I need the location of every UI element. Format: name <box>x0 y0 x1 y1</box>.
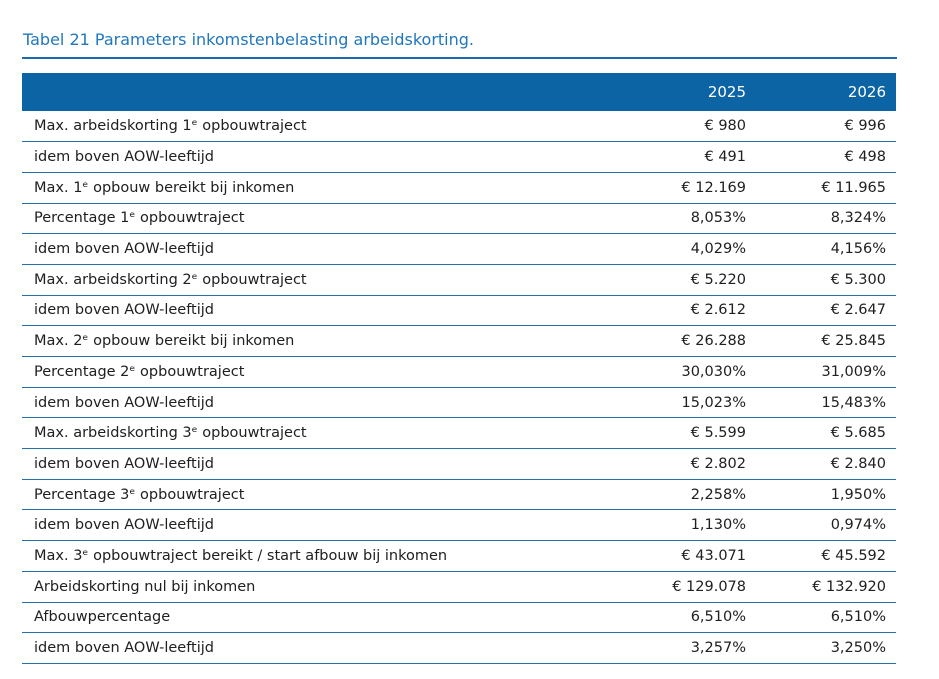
table-header-row <box>22 73 896 111</box>
value-2025: € 2.612 <box>598 295 748 326</box>
row-label: Max. arbeidskorting 1ᵉ opbouwtraject <box>22 111 598 142</box>
row-label: Max. arbeidskorting 3ᵉ opbouwtraject <box>22 418 598 449</box>
row-label: Percentage 1ᵉ opbouwtraject <box>22 203 598 234</box>
value-2025: € 5.599 <box>598 418 748 449</box>
table-row <box>22 449 896 480</box>
header-cell-2026: 2026 <box>748 73 896 111</box>
table-row <box>22 172 896 203</box>
value-2025: 2,258% <box>598 479 748 510</box>
value-2026: € 11.965 <box>748 172 896 203</box>
value-2026: 15,483% <box>748 387 896 418</box>
table-row <box>22 264 896 295</box>
value-2026: € 132.920 <box>748 571 896 602</box>
value-2025: € 43.071 <box>598 541 748 572</box>
header-cell-2025: 2025 <box>598 73 748 111</box>
row-label: Max. arbeidskorting 2ᵉ opbouwtraject <box>22 264 598 295</box>
row-label: Max. 1ᵉ opbouw bereikt bij inkomen <box>22 172 598 203</box>
table-row <box>22 571 896 602</box>
value-2026: 6,510% <box>748 602 896 633</box>
row-label: idem boven AOW-leeftijd <box>22 234 598 265</box>
value-2026: 1,950% <box>748 479 896 510</box>
value-2026: 0,974% <box>748 510 896 541</box>
value-2026: € 2.647 <box>748 295 896 326</box>
value-2026: € 5.685 <box>748 418 896 449</box>
row-label: Percentage 2ᵉ opbouwtraject <box>22 357 598 388</box>
value-2026: € 5.300 <box>748 264 896 295</box>
value-2025: € 2.802 <box>598 449 748 480</box>
table-row <box>22 295 896 326</box>
table-row <box>22 203 896 234</box>
value-2026: € 2.840 <box>748 449 896 480</box>
value-2025: € 26.288 <box>598 326 748 357</box>
row-label: idem boven AOW-leeftijd <box>22 387 598 418</box>
value-2026: € 45.592 <box>748 541 896 572</box>
row-label: Arbeidskorting nul bij inkomen <box>22 571 598 602</box>
table-row <box>22 633 896 664</box>
value-2026: 3,250% <box>748 633 896 664</box>
value-2026: € 498 <box>748 142 896 173</box>
table-row <box>22 142 896 173</box>
value-2025: € 980 <box>598 111 748 142</box>
value-2025: 15,023% <box>598 387 748 418</box>
row-label: idem boven AOW-leeftijd <box>22 295 598 326</box>
value-2026: 31,009% <box>748 357 896 388</box>
row-label: idem boven AOW-leeftijd <box>22 633 598 664</box>
value-2025: € 491 <box>598 142 748 173</box>
value-2026: 4,156% <box>748 234 896 265</box>
value-2026: 8,324% <box>748 203 896 234</box>
value-2026: € 25.845 <box>748 326 896 357</box>
value-2025: 4,029% <box>598 234 748 265</box>
row-label: idem boven AOW-leeftijd <box>22 510 598 541</box>
table-row <box>22 479 896 510</box>
value-2025: € 5.220 <box>598 264 748 295</box>
table-row <box>22 234 896 265</box>
table-row <box>22 111 896 142</box>
parameters-table <box>22 73 896 664</box>
table-row <box>22 510 896 541</box>
value-2025: € 12.169 <box>598 172 748 203</box>
row-label: Percentage 3ᵉ opbouwtraject <box>22 479 598 510</box>
row-label: idem boven AOW-leeftijd <box>22 142 598 173</box>
table-row <box>22 541 896 572</box>
table-row <box>22 602 896 633</box>
value-2026: € 996 <box>748 111 896 142</box>
table-row <box>22 418 896 449</box>
value-2025: € 129.078 <box>598 571 748 602</box>
table-row <box>22 326 896 357</box>
table-row <box>22 357 896 388</box>
value-2025: 3,257% <box>598 633 748 664</box>
table-caption: Tabel 21 Parameters inkomstenbelasting arbeidskorting. <box>23 30 474 49</box>
row-label: idem boven AOW-leeftijd <box>22 449 598 480</box>
row-label: Max. 3ᵉ opbouwtraject bereikt / start afbouw bij inkomen <box>22 541 598 572</box>
row-label: Max. 2ᵉ opbouw bereikt bij inkomen <box>22 326 598 357</box>
row-label: Afbouwpercentage <box>22 602 598 633</box>
value-2025: 1,130% <box>598 510 748 541</box>
table-row <box>22 387 896 418</box>
value-2025: 6,510% <box>598 602 748 633</box>
value-2025: 30,030% <box>598 357 748 388</box>
caption-underline <box>22 57 897 59</box>
table-body <box>22 111 896 663</box>
value-2025: 8,053% <box>598 203 748 234</box>
header-cell-empty <box>22 73 598 111</box>
